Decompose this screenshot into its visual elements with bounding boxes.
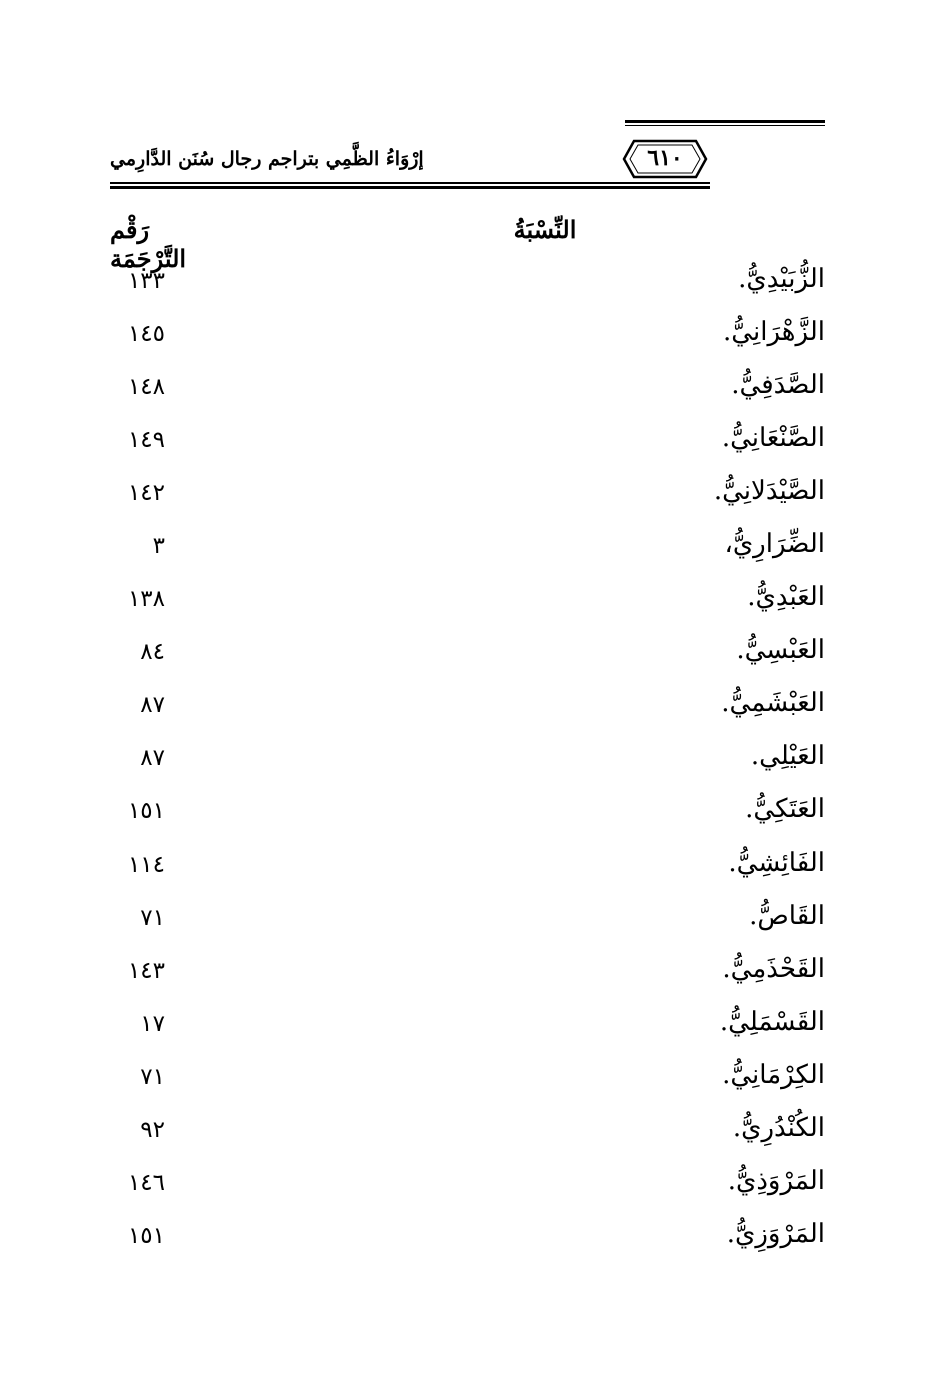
index-row [110,1213,825,1266]
tarjama-number: ١٤٢ [127,480,165,507]
index-row [110,842,825,895]
index-row [110,682,825,735]
nisba-name: العَبْشَمِيُّ. [721,688,825,719]
header-rule [110,186,710,189]
nisba-name: الفَائِشِيُّ. [728,847,825,878]
page-header [110,115,825,195]
nisba-name: القَاصُّ. [749,900,825,931]
nisba-name: العَبْدِيُّ. [747,582,825,613]
nisba-name: الصَّدَفِيُّ. [731,370,825,401]
index-row [110,470,825,523]
page-number: ٦١٠ [647,145,683,171]
index-row [110,417,825,470]
tarjama-number: ٣ [152,533,165,560]
index-row [110,1160,825,1213]
column-header-tarjama-number: رَقْم التَّرْجَمَة [110,215,187,273]
column-header-nisba: النِّسْبَةُ [513,215,577,244]
index-row [110,895,825,948]
index-row [110,735,825,788]
index-row [110,576,825,629]
index-row [110,1001,825,1054]
tarjama-number: ٨٧ [140,745,165,772]
page-number-badge [620,137,710,181]
tarjama-number: ١٤٨ [127,374,165,401]
index-list [110,258,825,1266]
header-rule [110,182,710,184]
tarjama-number: ٧١ [140,904,165,931]
tarjama-number: ١٤٩ [127,427,165,454]
tarjama-number: ١٥١ [127,798,165,825]
tarjama-number: ٨٧ [140,692,165,719]
index-row [110,523,825,576]
index-row [110,948,825,1001]
nisba-name: الكِرْمَانِيُّ. [722,1059,825,1090]
index-row [110,788,825,841]
tarjama-number: ٩٢ [140,1116,165,1143]
tarjama-number: ١٤٦ [127,1169,165,1196]
tarjama-number: ١١٤ [127,851,165,878]
tarjama-number: ١٣٨ [127,586,165,613]
nisba-name: العَيْلِي. [750,741,825,772]
tarjama-number: ١٧ [140,1010,165,1037]
nisba-name: القَسْمَلِيُّ. [719,1006,825,1037]
header-rule [625,120,825,123]
nisba-name: المَرْوَذِيُّ. [727,1165,825,1196]
nisba-name: الضِّرَارِيُّ، [724,529,825,560]
tarjama-number: ٧١ [140,1063,165,1090]
nisba-name: الكُنْدُرِيُّ. [732,1112,825,1143]
index-row [110,1054,825,1107]
nisba-name: الصَّيْدَلانِيُّ. [713,476,825,507]
nisba-name: الصَّنْعَانِيُّ. [721,423,825,454]
nisba-name: القَحْذَمِيُّ. [722,953,825,984]
nisba-name: المَرْوَزِيُّ. [726,1218,825,1249]
book-title: إرْوَاءُ الظَّمِي بتراجم رجال سُنَن الدَّارِمي [110,148,424,170]
index-row [110,364,825,417]
index-row [110,1107,825,1160]
index-row [110,629,825,682]
nisba-name: الزَّهْرَانِيُّ. [723,317,825,348]
index-row [110,311,825,364]
tarjama-number: ١٤٥ [127,321,165,348]
tarjama-number: ٨٤ [140,639,165,666]
tarjama-number: ١٥١ [127,1222,165,1249]
nisba-name: العَبْسِيُّ. [736,635,825,666]
header-rule [625,125,825,126]
index-row [110,258,825,311]
nisba-name: الزُّبَيْدِيُّ. [738,264,825,294]
nisba-name: العَتَكِيُّ. [745,794,825,825]
tarjama-number: ١٣٣ [127,268,165,294]
tarjama-number: ١٤٣ [127,957,165,984]
